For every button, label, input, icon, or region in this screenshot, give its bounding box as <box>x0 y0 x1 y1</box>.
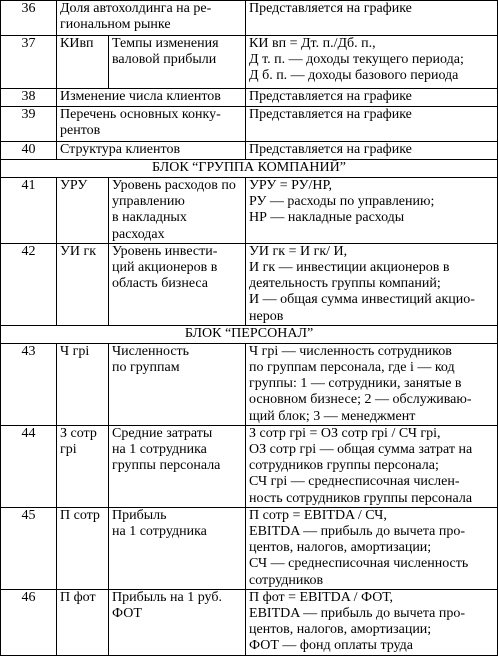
block-header-row <box>1 325 498 343</box>
indicator-name <box>109 343 246 425</box>
indicator-code-line: КИвп <box>60 36 94 51</box>
indicator-formula-line: П сотр = EBITDA / СЧ, <box>249 507 387 523</box>
indicator-formula <box>246 107 498 142</box>
indicator-formula <box>246 89 498 107</box>
indicator-formula-line: УИ гк = И гк/ И, <box>249 243 348 259</box>
indicator-formula-line: Представляется на графике <box>249 107 412 122</box>
indicator-code <box>57 178 109 244</box>
indicator-formula <box>246 243 498 325</box>
table-row <box>1 507 498 589</box>
indicator-name-line: область бизнеса <box>112 276 208 292</box>
indicator-name-line: на 1 сотрудника <box>112 442 207 458</box>
indicator-name-line: Численность <box>112 343 190 359</box>
indicator-name-line: Доля автохолдинга на ре- <box>60 1 212 16</box>
indicator-code-line: П сотр <box>60 507 100 523</box>
indicator-name-line: в накладных <box>112 210 187 226</box>
indicator-name <box>109 243 246 325</box>
indicator-formula-line: И — общая сумма инвестиций акцио- <box>249 292 475 308</box>
indicator-formula <box>246 1 498 36</box>
indicator-formula-line: Д б. п. — доходы базового периода <box>249 68 459 84</box>
indicator-formula-line: центов, налогов, амортизации; <box>249 540 432 556</box>
indicator-formula-line: сотрудников <box>249 572 324 588</box>
indicator-name-line: Структура клиентов <box>60 142 181 157</box>
indicator-formula-line: сотрудников группы персонала; <box>249 458 439 474</box>
indicator-formula-line: Представляется на графике <box>249 89 412 104</box>
indicator-name-line: Уровень расходов по <box>112 178 236 193</box>
table-row <box>1 178 498 244</box>
indicator-code-line: УРУ <box>60 178 88 193</box>
indicator-name-line: Прибыль на 1 руб. <box>112 589 222 605</box>
indicator-formula-line: неров <box>249 308 284 324</box>
indicator-formula-line: Д т. п. — доходы текущего периода; <box>249 52 464 68</box>
indicator-formula-line: УРУ = РУ/НР, <box>249 178 333 193</box>
indicator-formula-line: И гк — инвестиции акционеров в <box>249 260 450 276</box>
table-row <box>1 1 498 36</box>
indicator-formula-line: Представляется на графике <box>249 1 412 16</box>
indicator-name-line: управлению <box>112 194 185 210</box>
indicator-name-line: рентов <box>60 123 101 139</box>
indicator-name <box>57 1 246 36</box>
indicator-name-line: Перечень основных конку- <box>60 107 221 122</box>
indicator-name-line: на 1 сотрудника <box>112 524 207 540</box>
indicator-name-line: группы персонала <box>112 458 221 474</box>
row-number: 44 <box>1 425 57 507</box>
indicator-code <box>57 425 109 507</box>
indicator-formula <box>246 36 498 89</box>
indicator-code <box>57 243 109 325</box>
table-row <box>1 343 498 425</box>
indicator-code <box>57 589 109 655</box>
indicator-code <box>57 36 109 89</box>
indicator-formula-line: ФОТ — фонд оплаты труда <box>249 638 414 654</box>
indicator-name-line: Изменение числа клиентов <box>60 89 221 104</box>
row-number: 37 <box>1 36 57 89</box>
indicator-formula-line: ОЗ сотр грi — общая сумма затрат на <box>249 442 473 458</box>
indicator-name-line: Уровень инвести- <box>112 243 218 259</box>
block-title: БЛОК “ГРУППА КОМПАНИЙ” <box>1 160 498 178</box>
row-number: 38 <box>1 89 57 107</box>
indicator-name <box>57 142 246 160</box>
table-row <box>1 589 498 655</box>
block-header-row <box>1 160 498 178</box>
row-number: 39 <box>1 107 57 142</box>
indicator-formula-line: ность сотрудников группы персонала <box>249 490 473 506</box>
indicator-formula-line: СЧ грi — среднесписочная числен- <box>249 474 460 490</box>
indicator-name-line: ций акционеров в <box>112 260 218 276</box>
indicator-formula-line: Представляется на графике <box>249 142 412 157</box>
indicator-formula-line: основном бизнесе; 2 — обслуживаю- <box>249 392 472 408</box>
indicator-code <box>57 343 109 425</box>
indicator-code-line: Ч грi <box>60 343 90 359</box>
table-row <box>1 36 498 89</box>
row-number: 43 <box>1 343 57 425</box>
row-number: 41 <box>1 178 57 244</box>
indicator-formula-line: П фот = EBITDA / ФОТ, <box>249 589 393 605</box>
table-row <box>1 425 498 507</box>
indicator-formula <box>246 507 498 589</box>
block-title: БЛОК “ПЕРСОНАЛ” <box>1 325 498 343</box>
row-number: 42 <box>1 243 57 325</box>
indicator-formula-line: СЧ — среднесписочная численность <box>249 556 469 572</box>
indicator-name-line: Темпы изменения <box>112 36 219 51</box>
indicator-code-line: УИ гк <box>60 243 97 259</box>
indicator-formula-line: щий блок; 3 — менеджмент <box>249 408 416 424</box>
indicator-name-line: Прибыль <box>112 507 167 523</box>
indicator-formula <box>246 425 498 507</box>
indicator-formula-line: З сотр грi = ОЗ сотр грi / СЧ грi, <box>249 425 441 441</box>
indicator-formula-line: Ч грi — численность сотрудников <box>249 343 452 359</box>
indicator-name-line: Средние затраты <box>112 425 213 441</box>
indicator-formula <box>246 178 498 244</box>
indicator-code-line: З сотр <box>60 425 97 441</box>
indicator-formula <box>246 589 498 655</box>
indicator-formula-line: группы: 1 — сотрудники, занятые в <box>249 376 462 392</box>
row-number: 45 <box>1 507 57 589</box>
indicator-formula-line: EBITDA — прибыль до вычета про- <box>249 524 466 540</box>
indicator-name-line: по группам <box>112 360 180 376</box>
indicator-formula-line: по группам персонала, где i — код <box>249 360 455 376</box>
indicator-name <box>57 107 246 142</box>
indicator-name <box>109 178 246 244</box>
indicator-name <box>109 36 246 89</box>
indicator-formula-line: РУ — расходы по управлению; <box>249 194 435 210</box>
table-row <box>1 89 498 107</box>
indicator-code-line: грi <box>60 442 77 458</box>
indicator-formula-line: центов, налогов, амортизации; <box>249 622 432 638</box>
indicator-formula-line: EBITDA — прибыль до вычета про- <box>249 606 466 622</box>
indicator-name-line: ФОТ <box>112 606 142 622</box>
table-row <box>1 243 498 325</box>
indicator-name-line: расходах <box>112 226 165 242</box>
indicator-formula-line: КИ вп = Дт. п./Дб. п., <box>249 36 376 51</box>
indicator-code <box>57 507 109 589</box>
indicator-name <box>109 507 246 589</box>
row-number: 40 <box>1 142 57 160</box>
indicator-name <box>109 589 246 655</box>
indicator-code-line: П фот <box>60 589 96 605</box>
indicator-formula-line: деятельность группы компаний; <box>249 276 441 292</box>
indicator-name <box>57 89 246 107</box>
indicator-formula <box>246 343 498 425</box>
indicator-name-line: гиональном рынке <box>60 17 171 33</box>
row-number: 36 <box>1 1 57 36</box>
indicator-name <box>109 425 246 507</box>
indicator-formula <box>246 142 498 160</box>
indicator-name-line: валовой прибыли <box>112 52 217 68</box>
row-number: 46 <box>1 589 57 655</box>
table-row <box>1 142 498 160</box>
indicator-formula-line: НР — накладные расходы <box>249 210 405 226</box>
table-row <box>1 107 498 142</box>
